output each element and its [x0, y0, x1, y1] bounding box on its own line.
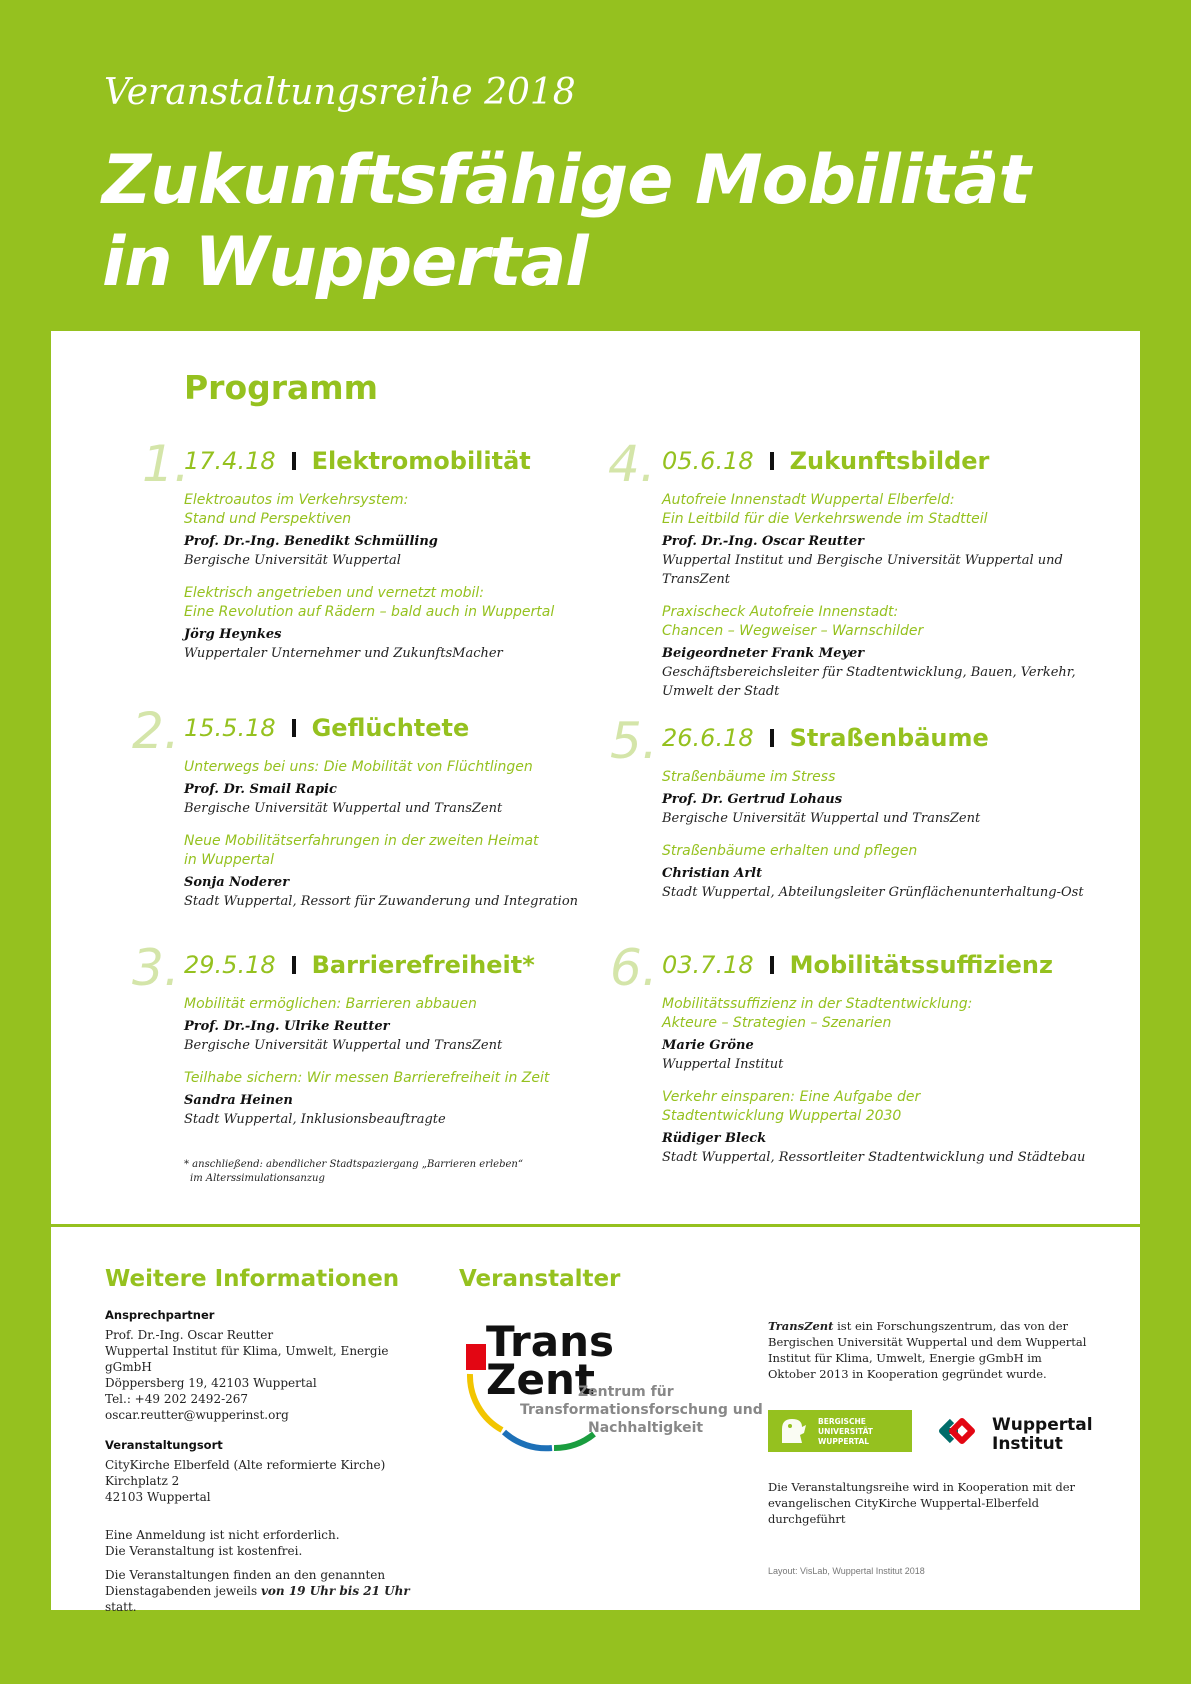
- event-date: 17.4.18: [184, 447, 276, 475]
- event-title: Barrierefreiheit*: [311, 951, 535, 979]
- talk-title-line: Ein Leitbild für die Verkehrswende im Stadtteil: [662, 511, 988, 527]
- talk-list: [662, 754, 1102, 902]
- event-date: 03.7.18: [662, 951, 754, 979]
- talk: [662, 768, 1102, 828]
- venue-line: 42103 Wuppertal: [105, 1490, 211, 1504]
- speaker-name: Prof. Dr. Smail Rapic: [184, 782, 337, 797]
- time-text: Dienstagabenden jeweils: [105, 1584, 261, 1598]
- time-block: [105, 1567, 415, 1615]
- talk-title-line: Teilhabe sichern: Wir messen Barrierefreiheit in Zeit: [184, 1070, 550, 1086]
- event-number: 4.: [608, 435, 656, 493]
- logo-green-arc: [554, 1434, 594, 1448]
- event-date: 05.6.18: [662, 447, 754, 475]
- speaker-affiliation: Bergische Universität Wuppertal und TransZent: [184, 801, 503, 816]
- talk-title: [662, 491, 1102, 529]
- talk-title-line: in Wuppertal: [184, 852, 275, 868]
- speaker-name: Marie Gröne: [662, 1038, 754, 1053]
- talk-title-line: Eine Revolution auf Rädern – bald auch in Wuppertal: [184, 604, 555, 620]
- talk: [184, 491, 604, 570]
- event-date: 29.5.18: [184, 951, 276, 979]
- logo-sub-2: Transformationsforschung und: [520, 1402, 763, 1418]
- logo-blue-arc: [504, 1432, 552, 1448]
- event-header: [662, 447, 989, 475]
- speaker-name: Jörg Heynkes: [184, 627, 282, 642]
- event-header: [184, 447, 531, 475]
- talk-title-line: Akteure – Strategien – Szenarien: [662, 1015, 892, 1031]
- event-title: Zukunftsbilder: [789, 447, 990, 475]
- talk: [662, 603, 1102, 701]
- contact-email: oscar.reutter@wupperinst.org: [105, 1408, 289, 1422]
- speaker-name: Prof. Dr. Gertrud Lohaus: [662, 792, 843, 807]
- talk: [662, 995, 1102, 1074]
- buw-text: [818, 1417, 873, 1447]
- event-number: 2.: [132, 702, 180, 760]
- logo-red-square: [466, 1344, 486, 1370]
- note-line: Die Veranstaltung ist kostenfrei.: [105, 1544, 303, 1558]
- talk-title: [662, 603, 1102, 641]
- speaker-affiliation: Bergische Universität Wuppertal: [184, 553, 401, 568]
- speaker-name: Christian Arlt: [662, 866, 763, 881]
- event-number: 3.: [132, 939, 180, 997]
- talk-list: [184, 477, 604, 663]
- program-heading: Programm: [184, 368, 379, 407]
- event-title: Mobilitätssuffizienz: [789, 951, 1053, 979]
- time-text: statt.: [105, 1600, 137, 1614]
- contact-line: Döppersberg 19, 42103 Wuppertal: [105, 1376, 317, 1390]
- separator-bar: [292, 719, 296, 737]
- wuppertal-institut-logo: [932, 1413, 1093, 1454]
- talk-title: [184, 584, 604, 622]
- info-heading: Weitere Informationen: [105, 1266, 400, 1292]
- speaker-name: Sonja Noderer: [184, 875, 290, 890]
- talk-title-line: Elektroautos im Verkehrsystem:: [184, 492, 409, 508]
- talk-title-line: Straßenbäume erhalten und pflegen: [662, 843, 918, 859]
- event-title: Elektromobilität: [311, 447, 531, 475]
- talk: [184, 995, 604, 1055]
- talk-title-line: Verkehr einsparen: Eine Aufgabe der: [662, 1089, 921, 1105]
- talk: [184, 832, 604, 911]
- talk-title-line: Mobilität ermöglichen: Barrieren abbauen: [184, 996, 477, 1012]
- speaker-affiliation: Wuppertaler Unternehmer und ZukunftsMacher: [184, 646, 503, 661]
- buw-logo: [768, 1410, 912, 1452]
- talk-title: [184, 832, 604, 870]
- wi-link-icon: [932, 1413, 988, 1449]
- talk-title-line: Straßenbäume im Stress: [662, 769, 836, 785]
- venue-line: CityKirche Elberfeld (Alte reformierte Kirche): [105, 1458, 386, 1472]
- event-header: [184, 714, 469, 742]
- venue-line: Kirchplatz 2: [105, 1474, 180, 1488]
- talk-title-line: Chancen – Wegweiser – Warnschilder: [662, 623, 924, 639]
- event-date: 26.6.18: [662, 724, 754, 752]
- talk-title-line: Stand und Perspektiven: [184, 511, 352, 527]
- footnote-line: im Alterssimulationsanzug: [190, 1173, 325, 1184]
- talk-list: [662, 981, 1102, 1167]
- separator-bar: [292, 956, 296, 974]
- time-line: Die Veranstaltungen finden an den genannten: [105, 1568, 386, 1582]
- transzent-desc-text: ist ein Forschungszentrum, das von der Bergischen Universität Wuppertal und dem Wuppertal Institut für Klima, Umwelt, Energie gGmbH im Oktober 2013 in Kooperation gegründet wurde.: [768, 1319, 1087, 1381]
- speaker-affiliation: Bergische Universität Wuppertal und TransZent: [184, 1038, 503, 1053]
- talk-title-line: Unterwegs bei uns: Die Mobilität von Flüchtlingen: [184, 759, 533, 775]
- talk-title-line: Autofreie Innenstadt Wuppertal Elberfeld:: [662, 492, 955, 508]
- talk-title: [662, 1088, 1102, 1126]
- talk-title-line: Praxischeck Autofreie Innenstadt:: [662, 604, 899, 620]
- event-header: [662, 951, 1053, 979]
- separator-bar: [770, 956, 774, 974]
- event-date: 15.5.18: [184, 714, 276, 742]
- contact-line: Tel.: +49 202 2492-267: [105, 1392, 249, 1406]
- talk-title: [662, 842, 1102, 861]
- event-number: 5.: [610, 712, 658, 770]
- buw-line: WUPPERTAL: [818, 1437, 870, 1446]
- transzent-name: TransZent: [768, 1319, 834, 1333]
- talk-title: [184, 1069, 604, 1088]
- speaker-affiliation: Umwelt der Stadt: [662, 684, 780, 699]
- talk: [184, 1069, 604, 1129]
- talk-title-line: Stadtentwicklung Wuppertal 2030: [662, 1108, 902, 1124]
- wi-text: [992, 1416, 1093, 1454]
- page-title: [102, 140, 1030, 304]
- transzent-logo: [462, 1317, 763, 1458]
- contact-label: Ansprechpartner: [105, 1308, 215, 1322]
- title-line-1: Zukunftsfähige Mobilität: [102, 141, 1030, 220]
- time-line: [105, 1583, 415, 1615]
- time-bold: von 19 Uhr bis 21 Uhr: [260, 1584, 410, 1598]
- transzent-logo-graphic: [462, 1317, 763, 1458]
- speaker-name: Rüdiger Bleck: [662, 1131, 767, 1146]
- talk: [662, 842, 1102, 902]
- talk-title-line: Elektrisch angetrieben und vernetzt mobil:: [184, 585, 485, 601]
- series-subtitle: Veranstaltungsreihe 2018: [104, 72, 576, 113]
- transzent-description: [768, 1318, 1088, 1382]
- talk-list: [662, 477, 1102, 701]
- buw-line: BERGISCHE: [818, 1417, 866, 1426]
- wi-line: Wuppertal: [992, 1415, 1093, 1435]
- logo-sub-1: Zentrum für: [578, 1384, 674, 1400]
- speaker-name: Beigeordneter Frank Meyer: [662, 646, 865, 661]
- lion-crest-icon: [776, 1415, 810, 1447]
- talk-title: [184, 995, 604, 1014]
- title-line-2: in Wuppertal: [102, 223, 588, 302]
- contact-line: Wuppertal Institut für Klima, Umwelt, Energie gGmbH: [105, 1344, 389, 1374]
- speaker-name: Prof. Dr.-Ing. Oscar Reutter: [662, 534, 865, 549]
- logo-trans-text: Trans: [486, 1317, 614, 1366]
- talk-title-line: Neue Mobilitätserfahrungen in der zweiten Heimat: [184, 833, 539, 849]
- speaker-name: Prof. Dr.-Ing. Ulrike Reutter: [184, 1019, 390, 1034]
- talk: [662, 1088, 1102, 1167]
- talk: [184, 584, 604, 663]
- talk: [184, 758, 604, 818]
- footnote-line: * anschließend: abendlicher Stadtspaziergang „Barrieren erleben“: [184, 1159, 523, 1170]
- event-number: 6.: [610, 939, 658, 997]
- speaker-affiliation: Stadt Wuppertal, Ressort für Zuwanderung und Integration: [184, 894, 579, 909]
- separator-bar: [770, 452, 774, 470]
- talk-list: [184, 981, 604, 1129]
- note-line: Eine Anmeldung ist nicht erforderlich.: [105, 1528, 340, 1542]
- footnote: [184, 1158, 523, 1186]
- event-number: 1.: [142, 435, 190, 493]
- talk-title: [662, 995, 1102, 1033]
- talk-title-line: Mobilitätssuffizienz in der Stadtentwicklung:: [662, 996, 973, 1012]
- speaker-affiliation: Wuppertal Institut und Bergische Universität Wuppertal und TransZent: [662, 553, 1063, 587]
- speaker-affiliation: Bergische Universität Wuppertal und TransZent: [662, 811, 981, 826]
- venue-label: Veranstaltungsort: [105, 1438, 223, 1452]
- talk-title: [662, 768, 1102, 787]
- talk-list: [184, 744, 604, 911]
- buw-line: UNIVERSITÄT: [818, 1427, 873, 1436]
- talk: [662, 491, 1102, 589]
- logo-sub-3: Nachhaltigkeit: [588, 1420, 704, 1436]
- speaker-affiliation: Wuppertal Institut: [662, 1057, 784, 1072]
- organizer-heading: Veranstalter: [459, 1266, 621, 1292]
- speaker-name: Sandra Heinen: [184, 1093, 293, 1108]
- separator-bar: [292, 452, 296, 470]
- event-header: [184, 951, 535, 979]
- layout-credit: Layout: VisLab, Wuppertal Institut 2018: [768, 1566, 925, 1576]
- event-title: Geflüchtete: [311, 714, 470, 742]
- wi-line: Institut: [992, 1434, 1063, 1454]
- talk-title: [184, 491, 604, 529]
- talk-title: [184, 758, 604, 777]
- event-header: [662, 724, 989, 752]
- venue-block: [105, 1437, 415, 1505]
- speaker-affiliation: Stadt Wuppertal, Abteilungsleiter Grünflächenunterhaltung-Ost: [662, 885, 1084, 900]
- speaker-affiliation: Stadt Wuppertal, Inklusionsbeauftragte: [184, 1112, 446, 1127]
- separator-bar: [770, 729, 774, 747]
- speaker-affiliation: Stadt Wuppertal, Ressortleiter Stadtentwicklung und Städtebau: [662, 1150, 1086, 1165]
- notes-block: [105, 1527, 415, 1559]
- contact-block: [105, 1307, 415, 1423]
- speaker-name: Prof. Dr.-Ing. Benedikt Schmülling: [184, 534, 438, 549]
- speaker-affiliation: Geschäftsbereichsleiter für Stadtentwicklung, Bauen, Verkehr,: [662, 665, 1076, 680]
- contact-line: Prof. Dr.-Ing. Oscar Reutter: [105, 1328, 274, 1342]
- cooperation-note: Die Veranstaltungsreihe wird in Kooperation mit der evangelischen CityKirche Wuppertal-Elberfeld durchgeführt: [768, 1480, 1076, 1526]
- logo-zent-text: Zent: [486, 1355, 595, 1404]
- info-column: [105, 1307, 415, 1615]
- event-title: Straßenbäume: [789, 724, 989, 752]
